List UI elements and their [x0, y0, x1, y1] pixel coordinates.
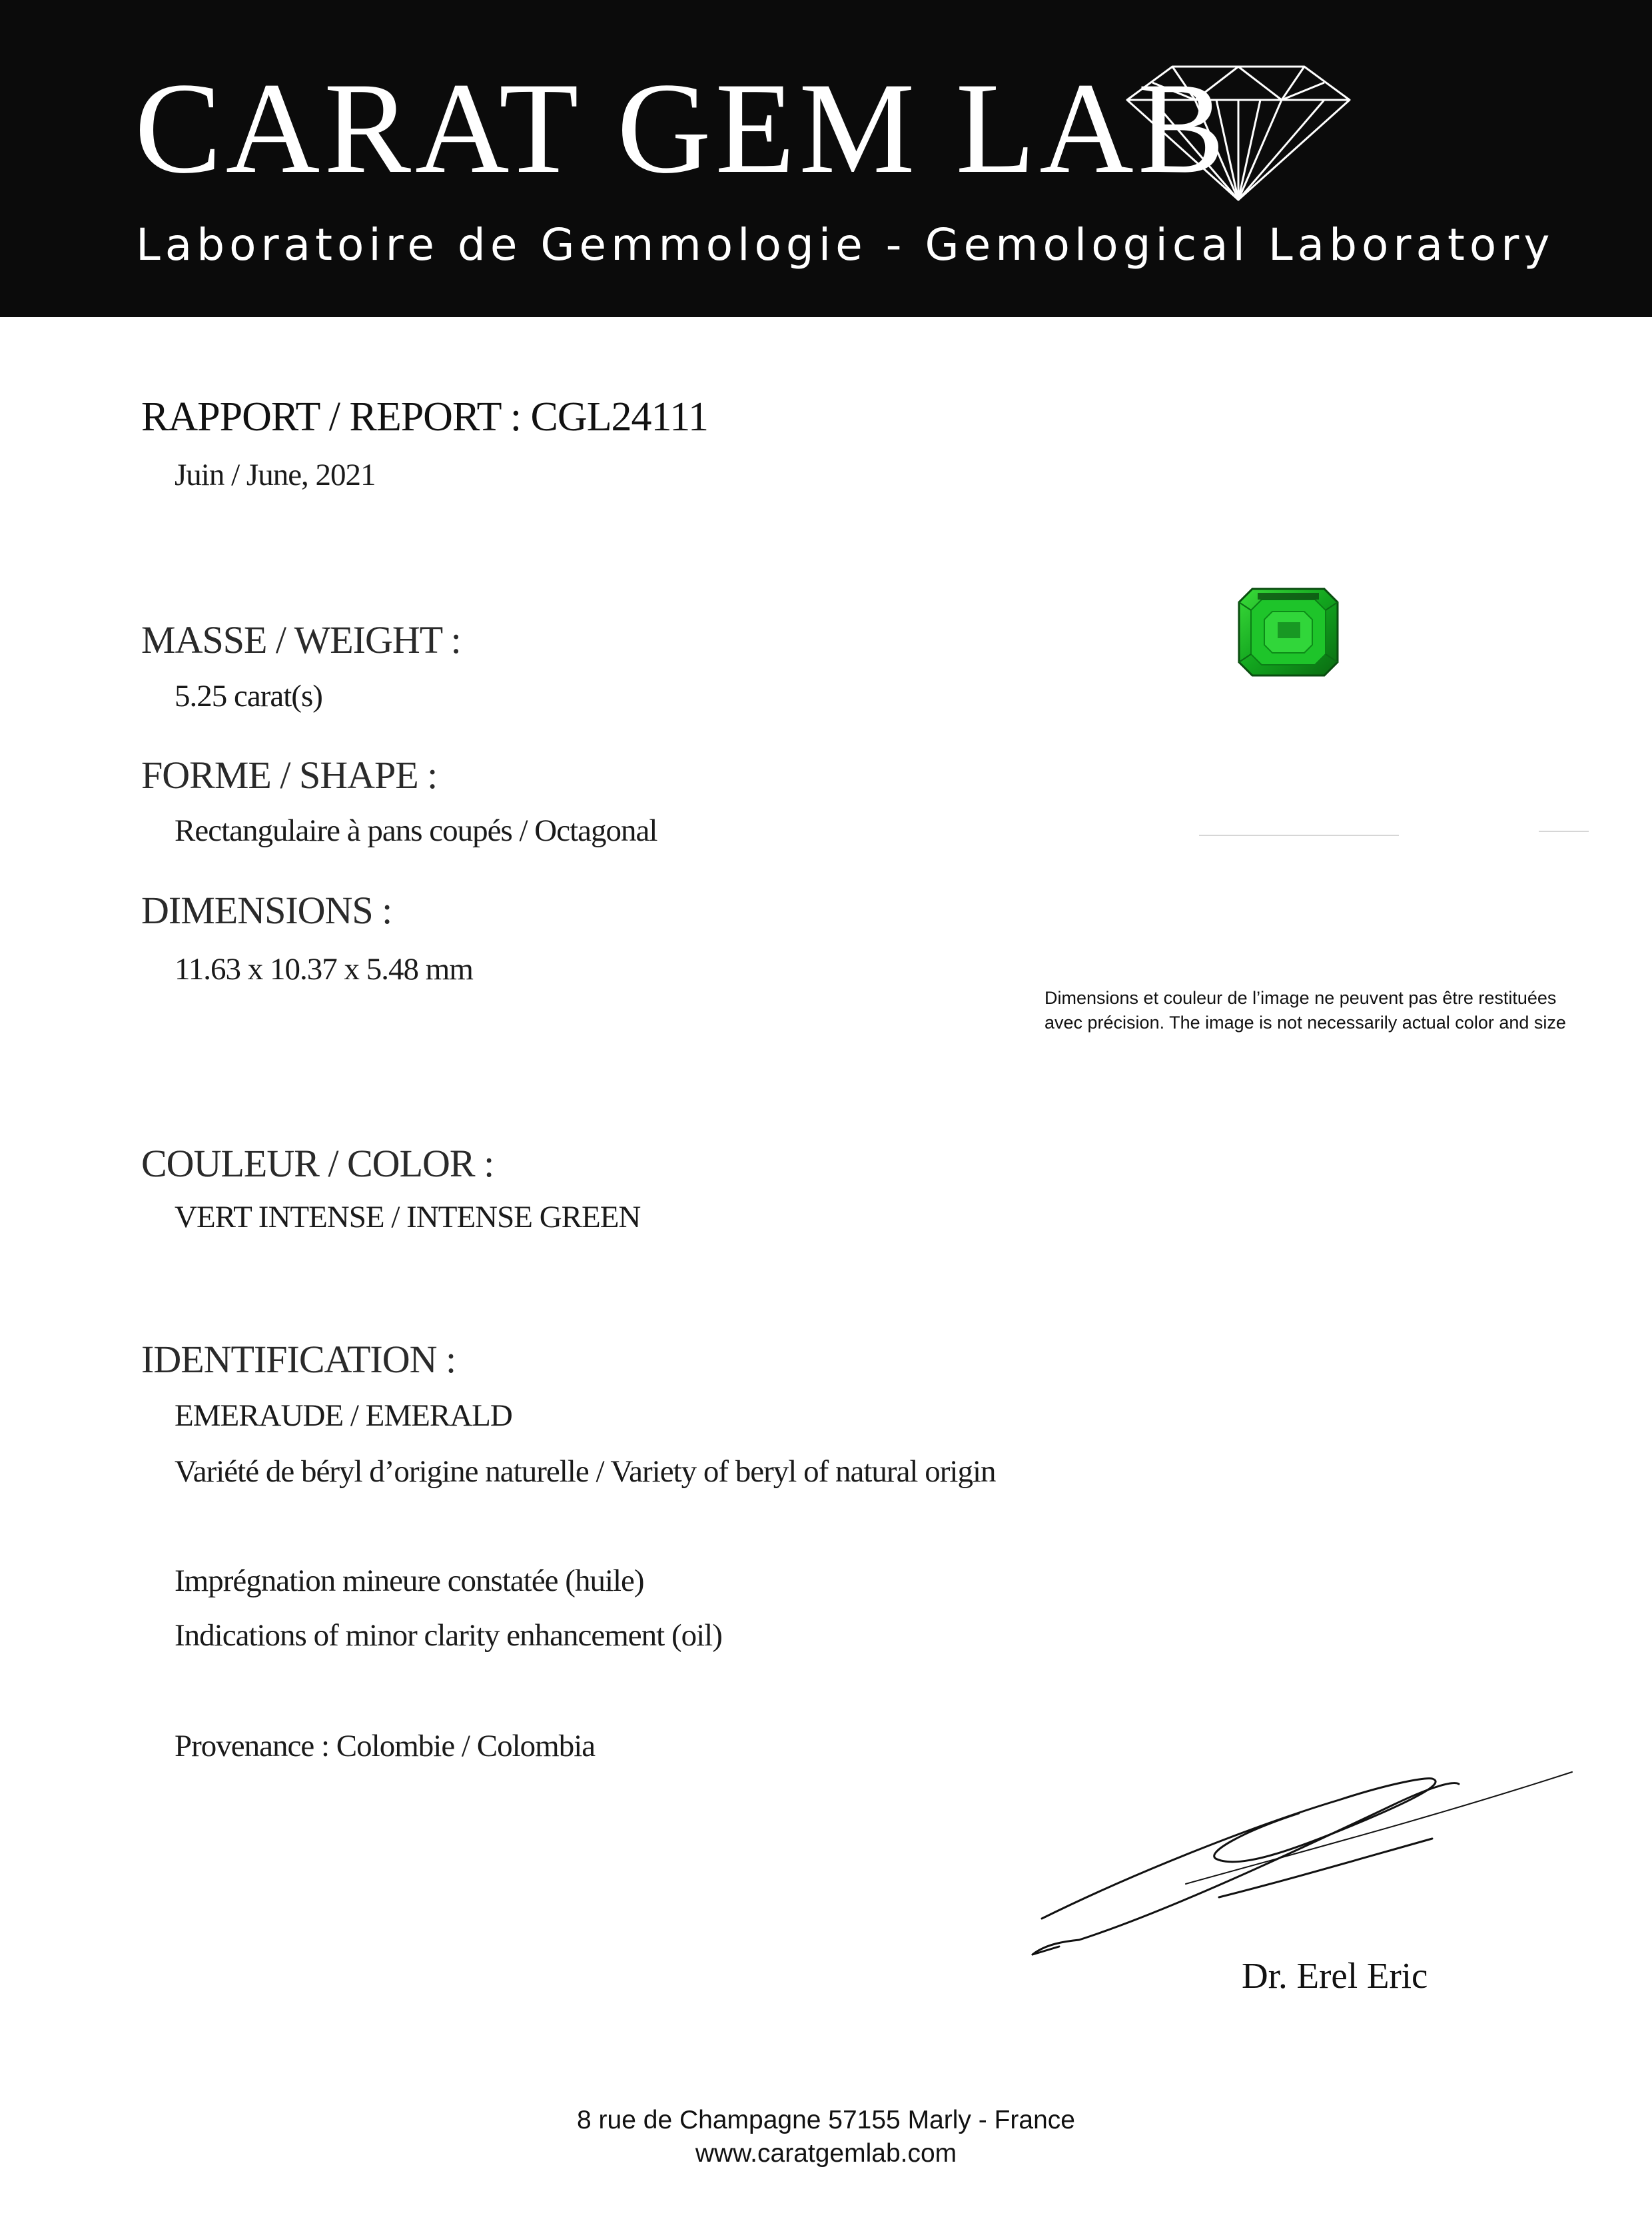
- disclaimer-line-1: Dimensions et couleur de l’image ne peuvent pas être restituées: [1044, 988, 1557, 1008]
- header-banner: [0, 0, 1652, 317]
- footer-address: 8 rue de Champagne 57155 Marly - France: [577, 2106, 1075, 2134]
- emerald-gem-image: [1238, 588, 1339, 677]
- report-date: Juin / June, 2021: [175, 458, 376, 492]
- image-disclaimer: [1044, 986, 1611, 1035]
- color-label: COULEUR / COLOR :: [141, 1142, 494, 1185]
- diamond-icon: [1126, 61, 1351, 201]
- weight-label: MASSE / WEIGHT :: [141, 618, 461, 662]
- provenance-text: Provenance : Colombie / Colombia: [175, 1729, 596, 1763]
- disclaimer-line-2: avec précision. The image is not necessarily actual color and size: [1044, 1013, 1566, 1033]
- report-number: RAPPORT / REPORT : CGL24111: [141, 394, 708, 440]
- dimensions-value: 11.63 x 10.37 x 5.48 mm: [175, 952, 473, 987]
- signature-image: [1019, 1744, 1579, 1971]
- lab-subtitle: Laboratoire de Gemmologie - Gemological Laboratory: [136, 219, 1555, 270]
- treatment-en: Indications of minor clarity enhancement (oil): [175, 1618, 722, 1653]
- footer: [0, 2104, 1652, 2170]
- image-baseline: [1199, 835, 1399, 836]
- brand-title: CARAT GEM LAB: [135, 56, 1229, 201]
- signer-name: Dr. Erel Eric: [1242, 1955, 1428, 1996]
- image-baseline-short: [1539, 831, 1589, 832]
- weight-value: 5.25 carat(s): [175, 679, 322, 713]
- shape-value: Rectangulaire à pans coupés / Octagonal: [175, 813, 657, 848]
- identification-label: IDENTIFICATION :: [141, 1338, 456, 1381]
- color-value: VERT INTENSE / INTENSE GREEN: [175, 1200, 641, 1234]
- identification-value: EMERAUDE / EMERALD: [175, 1398, 512, 1433]
- footer-website[interactable]: www.caratgemlab.com: [695, 2139, 957, 2168]
- treatment-fr: Imprégnation mineure constatée (huile): [175, 1563, 644, 1598]
- variety-text: Variété de béryl d’origine naturelle / Variety of beryl of natural origin: [175, 1454, 996, 1489]
- dimensions-label: DIMENSIONS :: [141, 889, 392, 932]
- shape-label: FORME / SHAPE :: [141, 753, 438, 797]
